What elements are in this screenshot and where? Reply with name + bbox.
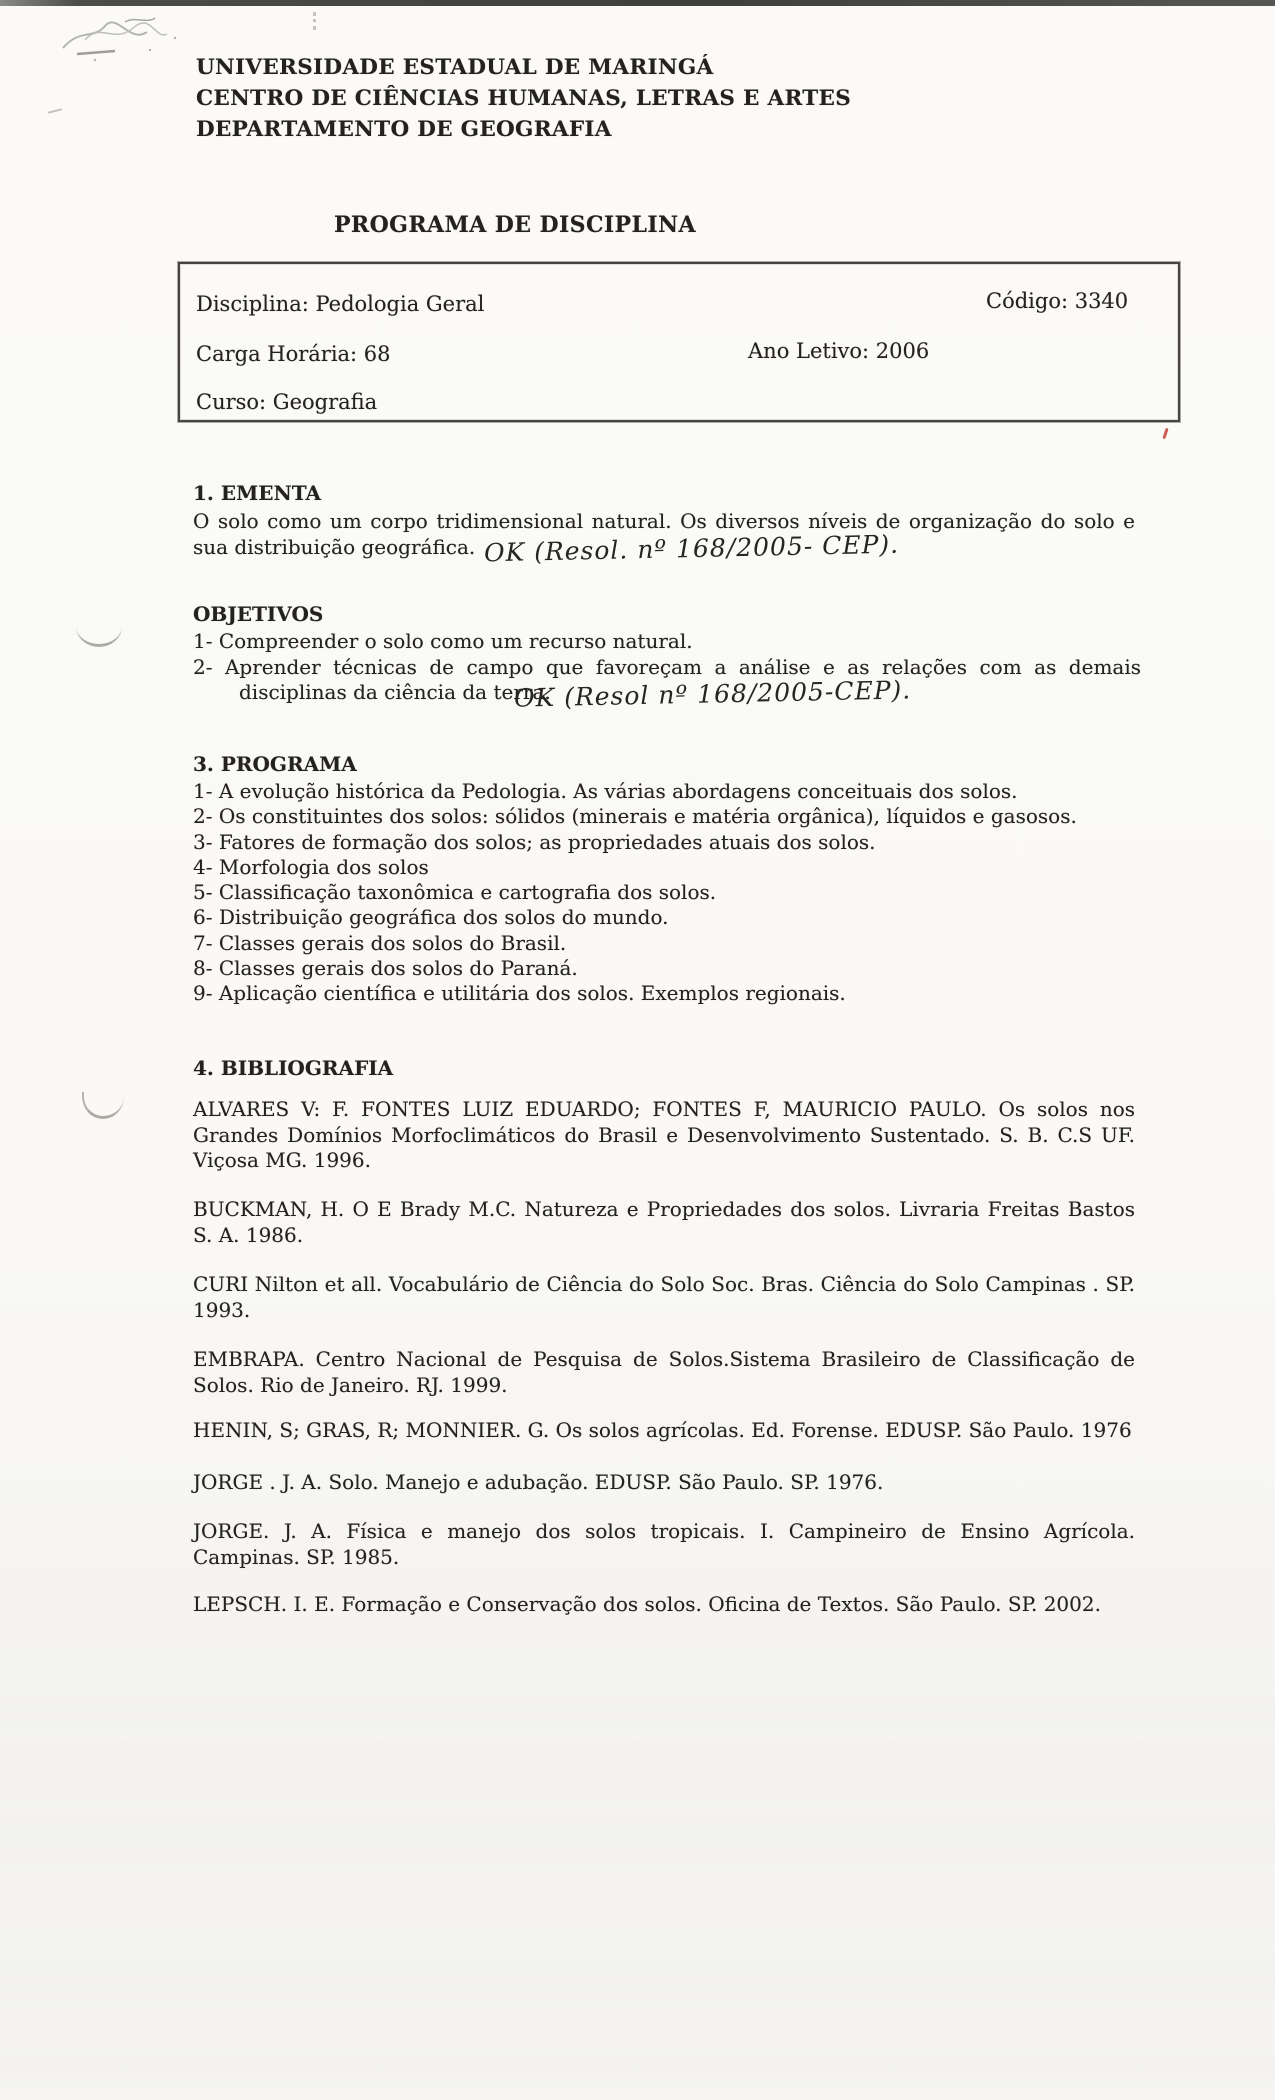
programa-item: 4- Morfologia dos solos: [193, 854, 429, 879]
department-name: DEPARTAMENTO DE GEOGRAFIA: [196, 117, 612, 142]
programa-item: 2- Os constituintes dos solos: sólidos (minerais e matéria orgânica), líquidos e gasosos.: [193, 804, 1077, 829]
objetivos-handwritten-note: OK (Resol nº 168/2005-CEP).: [513, 675, 912, 713]
programa-item: 5- Classificação taxonômica e cartografia dos solos.: [193, 880, 717, 905]
programa-item: 9- Aplicação científica e utilitária dos solos. Exemplos regionais.: [193, 981, 846, 1006]
ano-letivo-field: Ano Letivo: 2006: [748, 339, 930, 363]
programa-item: 8- Classes gerais dos solos do Paraná.: [193, 956, 578, 981]
objetivo-item-text: 2- Aprender técnicas de campo que favoreçam a análise e as relações com as demais disciplinas da ciência da terra.: [193, 654, 1141, 704]
bibliography-entry: BUCKMAN, H. O E Brady M.C. Natureza e Propriedades dos solos. Livraria Freitas Bastos S. A. 1986.: [193, 1197, 1135, 1247]
bibliography-entry: EMBRAPA. Centro Nacional de Pesquisa de Solos.Sistema Brasileiro de Classificação de Solos. Rio de Janeiro. RJ. 1999.: [193, 1347, 1135, 1397]
programa-item: 6- Distribuição geográfica dos solos do mundo.: [193, 905, 669, 930]
disciplina-field: Disciplina: Pedologia Geral: [196, 292, 485, 316]
scan-shading-band: [0, 1802, 1275, 1874]
section-ementa: [193, 481, 1135, 568]
programa-item: 3- Fatores de formação dos solos; as propriedades atuais dos solos.: [193, 829, 876, 854]
pencil-tick-mark: [313, 12, 316, 30]
document-title: PROGRAMA DE DISCIPLINA: [333, 212, 697, 238]
scan-shading-band: [0, 1688, 1275, 1740]
scan-shading-band: [0, 2046, 1275, 2090]
objetivo-item: 1- Compreender o solo como um recurso natural.: [193, 629, 693, 653]
bibliography-entry: JORGE. J. A. Física e manejo dos solos tropicais. I. Campineiro de Ensino Agrícola. Campinas. SP. 1985.: [193, 1519, 1135, 1569]
scan-shading-band: [0, 1948, 1275, 2010]
bibliography-entry: JORGE . J. A. Solo. Manejo e adubação. EDUSP. São Paulo. SP. 1976.: [193, 1470, 884, 1494]
objetivo-item: [193, 654, 1141, 713]
codigo-field: Código: 3340: [986, 289, 1129, 313]
red-pen-mark: [1162, 428, 1168, 439]
bibliography-entry: ALVARES V: F. FONTES LUIZ EDUARDO; FONTES F, MAURICIO PAULO. Os solos nos Grandes Domínios Morfoclimáticos do Brasil e Desenvolvimento Sustentado. S. B. C.S UF. Viçosa MG. 1996.: [193, 1097, 1135, 1172]
pencil-check-mark: [76, 624, 122, 647]
letterhead: [196, 52, 851, 145]
section-objetivos: [193, 602, 1141, 713]
ementa-body-text: O solo como um corpo tridimensional natural. Os diversos níveis de organização do solo e sua distribuição geográfica.: [193, 509, 1135, 559]
scan-edge-artifact: [0, 0, 1275, 6]
course-info-box: [178, 262, 1180, 422]
ementa-handwritten-note: OK (Resol. nº 168/2005- CEP).: [484, 529, 900, 568]
bibliography-entry: LEPSCH. I. E. Formação e Conservação dos solos. Oficina de Textos. São Paulo. SP. 2002.: [193, 1592, 1101, 1616]
section-programa: [193, 752, 1193, 1007]
pencil-scribble: [55, 10, 205, 70]
bibliography-entry: HENIN, S; GRAS, R; MONNIER. G. Os solos agrícolas. Ed. Forense. EDUSP. São Paulo. 1976: [193, 1418, 1132, 1442]
objetivos-heading: OBJETIVOS: [193, 602, 324, 626]
ementa-text: [193, 508, 1135, 568]
carga-horaria-field: Carga Horária: 68: [196, 342, 391, 366]
university-name: UNIVERSIDADE ESTADUAL DE MARINGÁ: [196, 55, 714, 80]
programa-item: 7- Classes gerais dos solos do Brasil.: [193, 930, 567, 955]
programa-heading: 3. PROGRAMA: [193, 752, 357, 776]
pencil-check-mark: [82, 1092, 124, 1119]
pencil-dash-mark: [48, 108, 62, 113]
ementa-heading: 1. EMENTA: [193, 481, 322, 505]
curso-field: Curso: Geografia: [196, 390, 378, 414]
bibliografia-heading: 4. BIBLIOGRAFIA: [193, 1056, 394, 1080]
center-name: CENTRO DE CIÊNCIAS HUMANAS, LETRAS E ARTES: [196, 86, 852, 111]
section-bibliografia: [193, 1056, 1135, 1083]
bibliography-entry: CURI Nilton et all. Vocabulário de Ciência do Solo Soc. Bras. Ciência do Solo Campinas . SP. 1993.: [193, 1272, 1135, 1322]
programa-item: 1- A evolução histórica da Pedologia. As várias abordagens conceituais dos solos.: [193, 779, 1018, 803]
